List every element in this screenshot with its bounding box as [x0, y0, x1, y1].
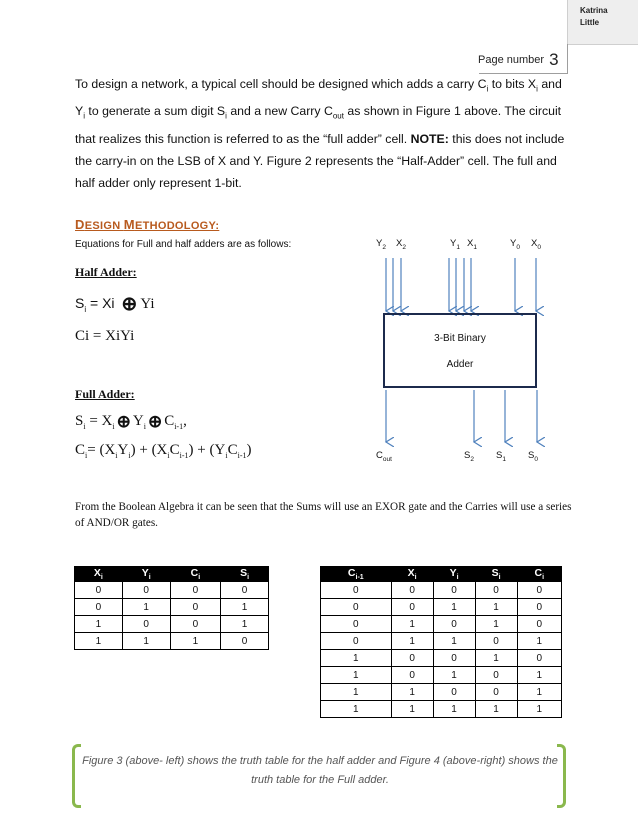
table-row: 0 0 0 0 [75, 582, 269, 599]
table-row: 0 0 1 1 0 [321, 599, 562, 616]
table-row: 0 1 0 1 0 [321, 616, 562, 633]
author-last-name: Little [580, 18, 600, 27]
table-row: 0 1 0 1 [75, 599, 269, 616]
adder-block-label: 3-Bit Binary Adder [434, 333, 486, 370]
pin-label-y2: $Y_2$ [376, 238, 386, 251]
table-header: $Y_i$ [433, 567, 475, 582]
table-header: $S_i$ [221, 567, 269, 582]
table-row: 1 0 0 1 [75, 616, 269, 633]
table-row: 1 0 1 0 1 [321, 667, 562, 684]
half-adder-carry-equation: Ci = XiYi [75, 328, 135, 344]
pin-label-s2: $S_2$ [464, 450, 474, 463]
figure-caption: Figure 3 (above- left) shows the truth table for the half adder and Figure 4 (above-right) shows the truth table for the Full adder. [82, 755, 558, 786]
pin-label-x2: $X_2$ [396, 238, 406, 251]
pin-label-x1: $X_1$ [467, 238, 477, 251]
pin-label-y0: $Y_0$ [510, 238, 520, 251]
half-adder-truth-table [74, 566, 269, 650]
note-label: NOTE: [410, 131, 449, 146]
table-row: 1 1 1 1 1 [321, 701, 562, 718]
pin-label-y1: $Y_1$ [450, 238, 460, 251]
full-adder-heading: Full Adder: [75, 387, 135, 401]
author-first-name: Katrina [580, 6, 608, 15]
table-header: $X_i$ [75, 567, 123, 582]
page-number-label: Page number [478, 54, 545, 66]
half-adder-sum-equation: $S_i = Xi$ ⊕ Yi [75, 294, 155, 315]
pin-label-cout: $C_{out}$ [376, 450, 392, 463]
table-row: 1 0 0 1 0 [321, 650, 562, 667]
table-row: 1 1 0 0 1 [321, 684, 562, 701]
table-header: $C_i$ [170, 567, 221, 582]
equations-intro: Equations for Full and half adders are as follows: [75, 239, 292, 250]
table-header: $Y_i$ [122, 567, 170, 582]
xor-symbol-icon: ⊕ [147, 412, 163, 431]
table-row: 0 0 0 0 0 [321, 582, 562, 599]
pin-label-s1: $S_1$ [496, 450, 506, 463]
xor-symbol-icon: ⊕ [116, 412, 131, 431]
full-adder-carry-equation: $C_i= (X_iY_i) + (X_iC_{i-1}) + (Y_iC_{i-1})$ [75, 442, 252, 460]
section-title: DESIGN METHODOLOGY: [75, 217, 220, 232]
pin-label-x0: $X_0$ [531, 238, 541, 251]
boolean-algebra-paragraph: From the Boolean Algebra it can be seen that the Sums will use an EXOR gate and the Carries will use a series of AND/OR gates. [75, 501, 572, 529]
xor-symbol-icon: ⊕ [121, 294, 138, 315]
half-adder-heading: Half Adder: [75, 265, 137, 279]
full-adder-truth-table [320, 566, 562, 718]
table-row: 1 1 1 0 [75, 633, 269, 650]
pin-label-s0: $S_0$ [528, 450, 538, 463]
full-adder-sum-equation: $S_i = X_i$ ⊕ $Y_i$ ⊕ $C_{i-1}$, [75, 412, 187, 431]
table-header: $S_i$ [475, 567, 517, 582]
table-row: 0 1 1 0 1 [321, 633, 562, 650]
table-header: $C_{i-1}$ [321, 567, 392, 582]
intro-paragraph: To design a network, a typical cell should be designed which adds a carry $C_i$ to bits $X_i$ and $Y_i$ to generate a sum digit $S_i$ and a new Carry $C_{out}$ as shown in Figure 1 above. The circuit that realizes this function is referred to as the “full adder” cell. NOTE: this does not include the carry-in on the LSB of X and Y. Figure 2 represents the “Half-Adder” cell. The full and half adder only represent 1-bit. [75, 77, 565, 190]
page-number-value: 3 [549, 50, 559, 69]
table-header: $X_i$ [391, 567, 433, 582]
table-header: $C_i$ [517, 567, 561, 582]
